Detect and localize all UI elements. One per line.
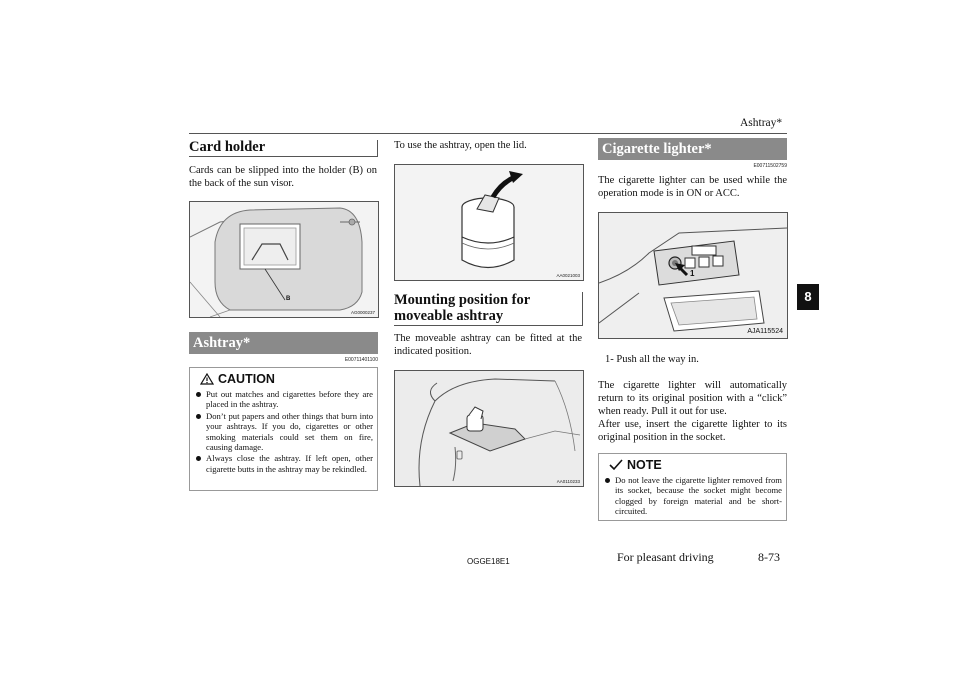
caution-item-text: Put out matches and cigarettes before they are placed in the ashtray. xyxy=(206,389,373,410)
card-holder-heading: Card holder xyxy=(189,139,266,155)
bullet-icon xyxy=(196,392,201,397)
ashtray-code: E00711401100 xyxy=(344,357,378,363)
ashtray-heading xyxy=(189,332,378,354)
note-box xyxy=(598,453,787,521)
sun-visor-illustration xyxy=(189,201,379,318)
header-rule xyxy=(189,133,787,134)
caution-title: CAUTION xyxy=(218,372,275,386)
lighter-heading xyxy=(598,138,787,160)
note-item xyxy=(603,475,782,517)
caution-item xyxy=(194,453,373,474)
bullet-icon xyxy=(196,456,201,461)
caution-item xyxy=(194,411,373,453)
lighter-code: E00711502759 xyxy=(753,163,787,169)
caution-item xyxy=(194,389,373,410)
mounting-heading-tick xyxy=(582,292,583,326)
lighter-para2: After use, insert the cigarette lighter to its original position in the socket. xyxy=(598,419,787,443)
note-header xyxy=(609,458,782,472)
image-code: AG0000237 xyxy=(350,310,375,315)
warning-triangle-icon xyxy=(200,373,214,385)
image-code: AA0021003 xyxy=(556,273,580,278)
note-item-text: Do not leave the cigarette lighter removed from its socket, because the socket might become clogged by foreign material and be short-circuited. xyxy=(615,475,782,517)
note-check-icon xyxy=(609,459,623,471)
ashtray-intro: To use the ashtray, open the lid. xyxy=(394,140,527,151)
ashtray-drawing xyxy=(395,165,583,280)
running-head: Ashtray* xyxy=(740,117,783,129)
ashtray-heading-text: Ashtray* xyxy=(193,335,251,351)
label-1: 1 xyxy=(690,269,695,278)
caution-item-text: Don’t put papers and other things that burn into your ashtrays. If you do, cigarettes or other smoking materials could set them on fire, causing damage. xyxy=(206,410,373,453)
lighter-text: The cigarette lighter can be used while the operation mode is in ON or ACC. xyxy=(598,175,787,199)
caution-item-text: Always close the ashtray. If left open, other cigarette butts in the ashtray may be rekindled. xyxy=(206,453,373,474)
label-b: B xyxy=(286,296,291,302)
note-list xyxy=(603,475,782,517)
lighter-para1: The cigarette lighter will automatically return to its original position with a “click” when ready. Pull it out for use. xyxy=(598,380,787,417)
chapter-tab xyxy=(797,284,819,310)
mounting-heading-rule xyxy=(394,325,582,326)
caution-header xyxy=(200,372,373,386)
card-holder-heading-tick xyxy=(377,140,378,157)
image-code: AJA115524 xyxy=(747,328,783,335)
lighter-step: 1- Push all the way in. xyxy=(605,354,699,365)
chapter-number: 8 xyxy=(804,289,812,304)
mounting-text: The moveable ashtray can be fitted at the indicated position. xyxy=(394,333,582,357)
caution-list xyxy=(194,389,373,474)
bullet-icon xyxy=(196,414,201,419)
footer-section: For pleasant driving xyxy=(617,550,714,564)
footer-code: OGGE18E1 xyxy=(467,557,510,566)
ashtray-illustration xyxy=(394,164,584,281)
sun-visor-drawing xyxy=(190,202,378,317)
mounting-drawing xyxy=(395,371,583,486)
card-holder-text: Cards can be slipped into the holder (B) on the back of the sun visor. xyxy=(189,165,377,189)
card-holder-heading-rule xyxy=(189,156,377,157)
bullet-icon xyxy=(605,478,610,483)
lighter-heading-text: Cigarette lighter* xyxy=(602,141,712,157)
mounting-heading: Mounting position for moveable ashtray xyxy=(394,292,530,324)
lighter-illustration xyxy=(598,212,788,339)
footer-page: 8-73 xyxy=(758,550,780,564)
mounting-illustration xyxy=(394,370,584,487)
image-code: AA0110233 xyxy=(556,479,580,484)
note-title: NOTE xyxy=(627,458,662,472)
caution-box xyxy=(189,367,378,491)
